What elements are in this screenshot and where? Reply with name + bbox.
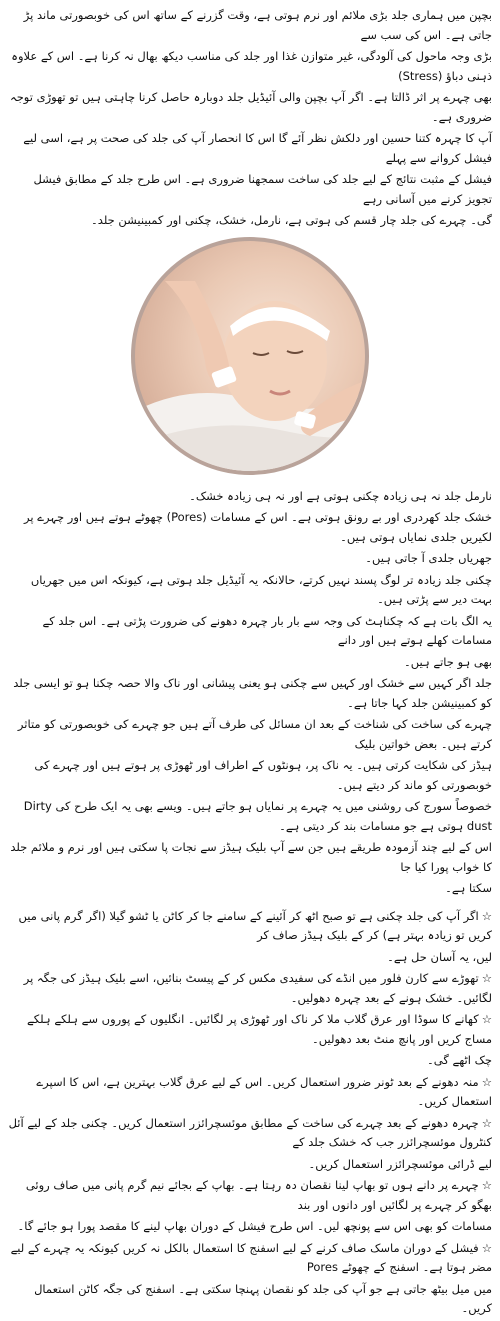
tip-line: میں میل بیٹھ جاتی ہے جو آپ کی جلد کو نقصان پہنچا سکتی ہے۔ اسفنج کی جگہ کاٹن استعمال کریں۔ <box>34 1281 492 1315</box>
skin-type-line: ہیڈز کی شکایت کرتی ہیں۔ یہ ناک پر، ہونٹوں کے اطراف اور ٹھوڑی پر ہوتے ہیں اور چہرے کی خوبصورتی کو ماند کر دیتے ہیں۔ <box>34 758 492 792</box>
skin-type-line: جھریاں جلدی آ جاتی ہیں۔ <box>365 551 492 565</box>
intro-block <box>8 6 492 233</box>
skin-type-line: جلد اگر کہیں سے خشک اور کہیں سے چکنی ہو یعنی پیشانی اور ناک والا حصہ چکنا ہو تو ایسی جلد کو کمبینیشن جلد کہا جاتا ہے۔ <box>13 676 492 710</box>
facial-treatment-icon <box>135 241 365 471</box>
tips-block <box>8 907 492 1321</box>
tip-line: لیں، یہ آسان حل ہے۔ <box>387 949 492 964</box>
intro-line: بڑی وجہ ماحول کی آلودگی، غیر متوازن غذا اور جلد کی مناسب دیکھ بھال نہ کرنا ہے۔ اس کے علاوہ ذہنی دباؤ (Stress) <box>11 49 492 83</box>
intro-line: بچپن میں ہماری جلد بڑی ملائم اور نرم ہوتی ہے، وقت گزرنے کے ساتھ اس کی خوبصورتی ماند پڑ جاتی ہے۔ اس کی سب سے <box>23 8 492 42</box>
tip-line: لیے ڈرائی موئسچرائزر استعمال کریں۔ <box>308 1156 492 1171</box>
skin-type-line: چکنی جلد زیادہ تر لوگ پسند نہیں کرتے، حالانکہ یہ آئیڈیل جلد ہوتی ہے، کیونکہ اس میں جھریاں بہت دیر سے پڑتی ہیں۔ <box>30 572 492 606</box>
tip-line: ☆ تھوڑے سے کارن فلور میں انڈے کی سفیدی مکس کر کے پیسٹ بنائیں، اسے بلیک ہیڈز کی جگہ پر لگائیں۔ خشک ہونے کے بعد چہرہ دھولیں۔ <box>8 969 492 1008</box>
tip-line: مسامات کو بھی اس سے پونچھ لیں۔ اس طرح فیشل کے دوران بھاپ لینے کا مقصد پورا ہو جائے گا۔ <box>17 1219 492 1233</box>
tip-line: ☆ چہرے پر دانے ہوں تو بھاپ لینا نقصان دہ رہتا ہے۔ بھاپ کے بجائے نیم گرم پانی میں صاف روئی بھگو کر چہرے پر لگائیں اور دانوں اور بند <box>8 1176 492 1215</box>
skin-type-line: سکتا ہے۔ <box>445 881 492 895</box>
skin-type-line: بھی ہو جاتے ہیں۔ <box>404 654 492 669</box>
hero-image-wrapper <box>8 237 492 475</box>
tip-line: ☆ اگر آپ کی جلد چکنی ہے تو صبح اٹھ کر آئینے کے سامنے جا کر کاٹن یا ٹشو گیلا (اگر گرم پانی میں کریں تو زیادہ بہتر ہے) کر کے بلیک ہیڈز صاف کر <box>8 907 492 946</box>
facial-treatment-image <box>131 237 369 475</box>
tip-line: چک اٹھے گی۔ <box>427 1053 492 1067</box>
intro-line: آپ کا چہرہ کتنا حسین اور دلکش نظر آئے گا اس کا انحصار آپ کی جلد کی صحت پر ہے، اسی لیے فیشل کروانے سے پہلے <box>23 131 492 165</box>
tip-line: ☆ فیشل کے دوران ماسک صاف کرنے کے لیے اسفنج کا استعمال بالکل نہ کریں کیونکہ یہ چہرے کے لیے مضر ہوتا ہے۔ اسفنج کے چھوٹے Pores <box>8 1239 492 1278</box>
skin-type-line: خصوصاً سورج کی روشنی میں یہ چہرے پر نمایاں ہو جاتے ہیں۔ ویسے بھی یہ ایک طرح کی Dirty dust ہوتی ہے جو مسامات بند کر دیتی ہے۔ <box>23 799 492 833</box>
skin-type-line: اس کے لیے چند آزمودہ طریقے ہیں جن سے آپ بلیک ہیڈز سے نجات پا سکتی ہیں اور نرم و ملائم جلد کا خواب پورا کیا جا <box>10 840 492 874</box>
tip-line: ☆ منہ دھونے کے بعد ٹونر ضرور استعمال کریں۔ اس کے لیے عرق گلاب بہترین ہے، اس کا اسپرے استعمال کریں۔ <box>8 1073 492 1112</box>
intro-line: بھی چہرے پر اثر ڈالتا ہے۔ اگر آپ بچپن والی آئیڈیل جلد دوبارہ حاصل کرنا چاہتی ہیں تو تھوڑی توجہ ضروری ہے۔ <box>9 90 492 124</box>
skin-types-block <box>8 487 492 901</box>
tip-line: ☆ کھانے کا سوڈا اور عرق گلاب ملا کر ناک اور ٹھوڑی پر لگائیں۔ انگلیوں کے پوروں سے ہلکے ہلکے مساج کریں اور پانچ منٹ بعد دھولیں۔ <box>8 1010 492 1049</box>
skin-type-line: خشک جلد کھردری اور بے رونق ہوتی ہے۔ اس کے مسامات (Pores) چھوٹے ہوتے ہیں اور چہرے پر لکیریں جلدی نمایاں ہوتی ہیں۔ <box>24 510 492 544</box>
tip-line: ☆ چہرہ دھونے کے بعد چہرے کی ساخت کے مطابق موئسچرائزر استعمال کریں۔ چکنی جلد کے لیے آئل کنٹرول موئسچرائزر جب کہ خشک جلد کے <box>8 1114 492 1153</box>
skin-type-line: نارمل جلد نہ ہی زیادہ چکنی ہوتی ہے اور نہ ہی زیادہ خشک۔ <box>189 488 492 503</box>
intro-line: گی۔ چہرے کی جلد چار قسم کی ہوتی ہے، نارمل، خشک، چکنی اور کمبینیشن جلد۔ <box>91 213 492 227</box>
skin-type-line: چہرے کی ساخت کی شناخت کے بعد ان مسائل کی طرف آتے ہیں جو چہرے کی خوبصورتی کو متاثر کرتے ہیں۔ بعض خواتین بلیک <box>17 717 492 751</box>
intro-line: فیشل کے مثبت نتائج کے لیے جلد کی ساخت سمجھنا ضروری ہے۔ اس طرح جلد کے مطابق فیشل تجویز کرنے میں آسانی رہے <box>33 172 492 206</box>
skin-type-line: یہ الگ بات ہے کہ چکناہٹ کی وجہ سے بار بار چہرہ دھونے کی ضرورت پڑتی ہے۔ اس جلد کے مسامات کھلے ہوتے ہیں اور دانے <box>42 613 492 647</box>
